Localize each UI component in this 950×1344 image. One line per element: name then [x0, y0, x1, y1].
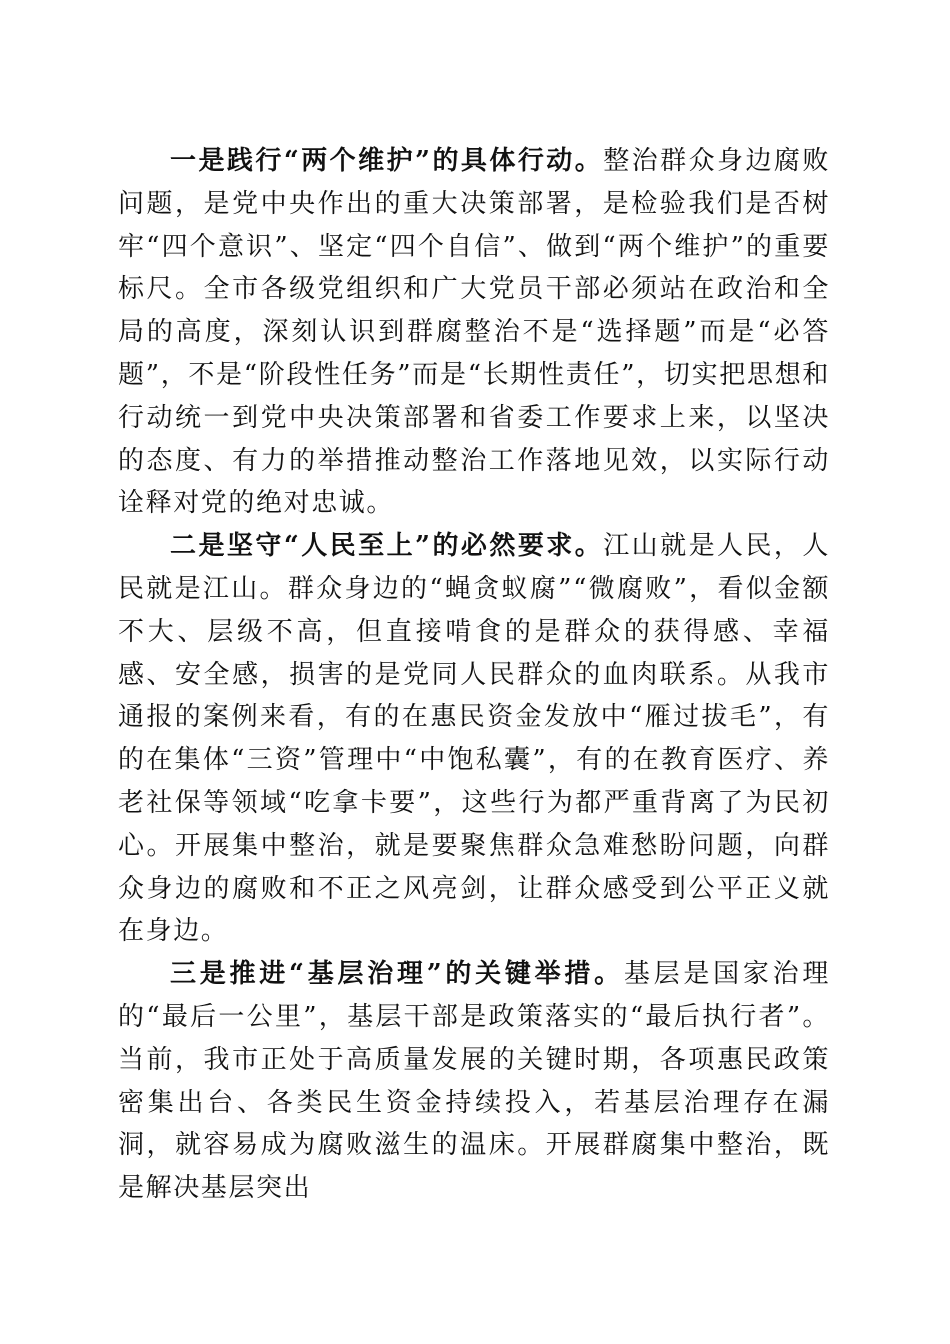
- paragraph-1-heading: 一是践行“两个维护”的具体行动。: [170, 146, 604, 176]
- paragraph-2: [118, 525, 830, 953]
- paragraph-3: [118, 953, 830, 1210]
- paragraph-3-text: 基层是国家治理的“最后一公里”，基层干部是政策落实的“最后执行者”。当前，我市正处于高质量发展的关键时期，各项惠民政策密集出台、各类民生资金持续投入，若基层治理存在漏洞，就容易成为腐败滋生的温床。开展群腐集中整治，既是解决基层突出: [118, 959, 831, 1204]
- document-body: [118, 140, 830, 1210]
- paragraph-1: [118, 140, 830, 525]
- paragraph-3-heading: 三是推进“基层治理”的关键举措。: [170, 959, 624, 990]
- paragraph-2-heading: 二是坚守“人民至上”的必然要求。: [170, 531, 604, 562]
- paragraph-1-text: 整治群众身边腐败问题，是党中央作出的重大决策部署，是检验我们是否树牢“四个意识”、坚定“四个自信”、做到“两个维护”的重要标尺。全市各级党组织和广大党员干部必须站在政治和全局的高度，深刻认识到群腐整治不是“选择题”而是“必答题”，不是“阶段性任务”而是“长期性责任”，切实把思想和行动统一到党中央决策部署和省委工作要求上来，以坚决的态度、有力的举措推动整治工作落地见效，以实际行动诠释对党的绝对忠诚。: [118, 146, 830, 519]
- paragraph-2-text: 江山就是人民，人民就是江山。群众身边的“蝇贪蚁腐”“微腐败”，看似金额不大、层级不高，但直接啃食的是群众的获得感、幸福感、安全感，损害的是党同人民群众的血肉联系。从我市通报的案例来看，有的在惠民资金发放中“雁过拔毛”，有的在集体“三资”管理中“中饱私囊”，有的在教育医疗、养老社保等领域“吃拿卡要”，这些行为都严重背离了为民初心。开展集中整治，就是要聚焦群众急难愁盼问题，向群众身边的腐败和不正之风亮剑，让群众感受到公平正义就在身边。: [118, 531, 830, 947]
